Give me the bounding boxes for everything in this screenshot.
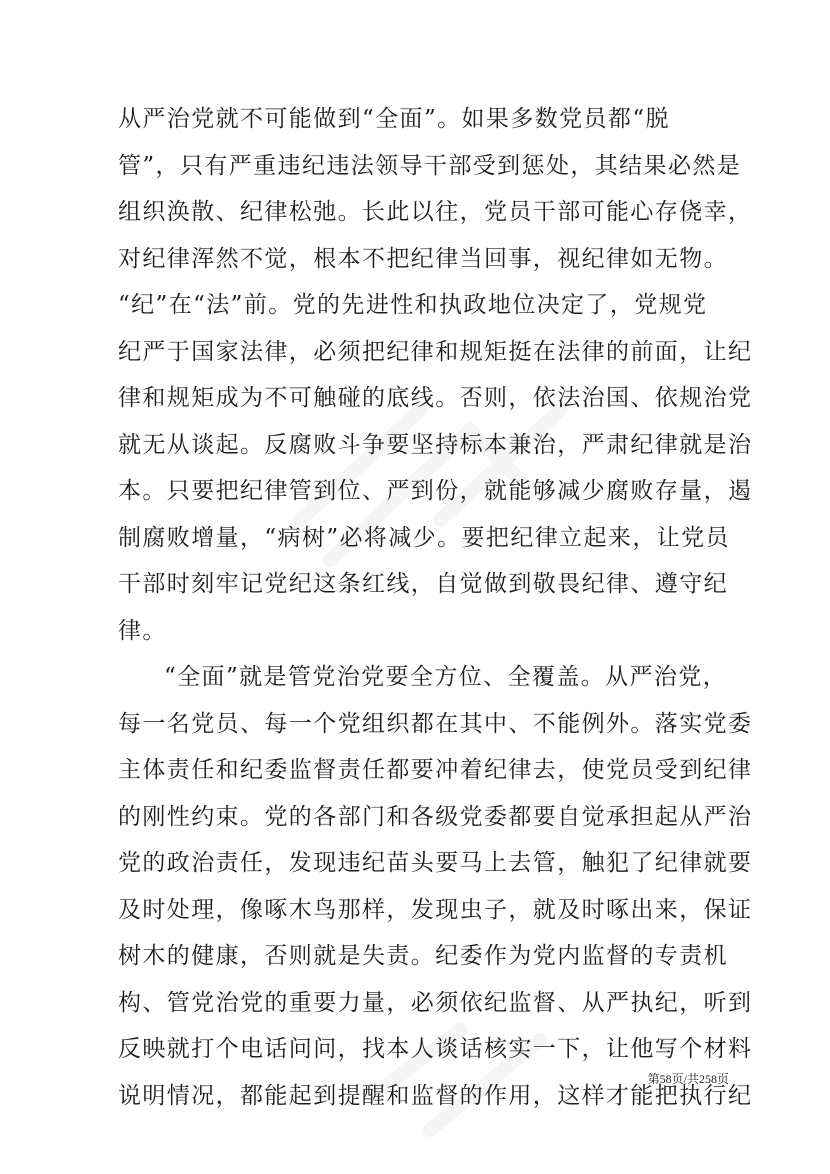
- text-line: 构、管党治党的重要力量，必须依纪监督、从严执纪，听到: [118, 989, 753, 1016]
- text-line: 干部时刻牢记党纪这条红线，自觉做到敬畏纪律、遵守纪: [118, 571, 728, 597]
- text-line: 律。: [118, 617, 167, 644]
- text-line: 说明情况，都能起到提醒和监督的作用，这样才能把执行纪: [118, 1082, 753, 1109]
- text-line: 对纪律浑然不觉，根本不把纪律当回事，视纪律如无物。: [118, 245, 728, 272]
- text-line: 纪严于国家法律，必须把纪律和规矩挺在法律的前面，让纪: [118, 338, 753, 365]
- text-line: 的刚性约束。党的各部门和各级党委都要自觉承担起从严治: [118, 803, 753, 830]
- text-line: 组织涣散、纪律松弛。长此以往，党员干部可能心存侥幸，: [118, 199, 753, 225]
- text-line: 管”，只有严重违纪违法领导干部受到惩处，其结果必然是: [118, 152, 742, 179]
- text-line: 主体责任和纪委监督责任都要冲着纪律去，使党员受到纪律: [118, 757, 753, 783]
- text-line: 制腐败增量，“病树”必将减少。要把纪律立起来，让党员: [118, 524, 730, 551]
- text-line: 从严治党就不可能做到“全面”。如果多数党员都“脱: [118, 106, 670, 132]
- text-line: 及时处理，像啄木鸟那样，发现虫子，就及时啄出来，保证: [118, 896, 753, 923]
- text-line: 律和规矩成为不可触碰的底线。否则，依法治国、依规治党: [118, 385, 753, 411]
- paragraph-start-line: “全面”就是管党治党要全方位、全覆盖。从严治党，: [164, 664, 728, 690]
- text-line: 本。只要把纪律管到位、严到份，就能够减少腐败存量，遏: [118, 478, 753, 504]
- text-line: “纪”在“法”前。党的先进性和执政地位决定了，党规党: [118, 292, 708, 318]
- text-line: 党的政治责任，发现违纪苗头要马上去管，触犯了纪律就要: [118, 850, 753, 876]
- text-line: 每一名党员、每一个党组织都在其中、不能例外。落实党委: [118, 710, 753, 737]
- text-line: 反映就打个电话问问，找本人谈话核实一下，让他写个材料: [118, 1036, 753, 1062]
- page-number: 第58页/共258页: [647, 1072, 729, 1086]
- text-line: 就无从谈起。反腐败斗争要坚持标本兼治，严肃纪律就是治: [118, 431, 753, 458]
- body-text: [118, 96, 753, 1119]
- text-line: 树木的健康，否则就是失责。纪委作为党内监督的专责机: [118, 943, 728, 969]
